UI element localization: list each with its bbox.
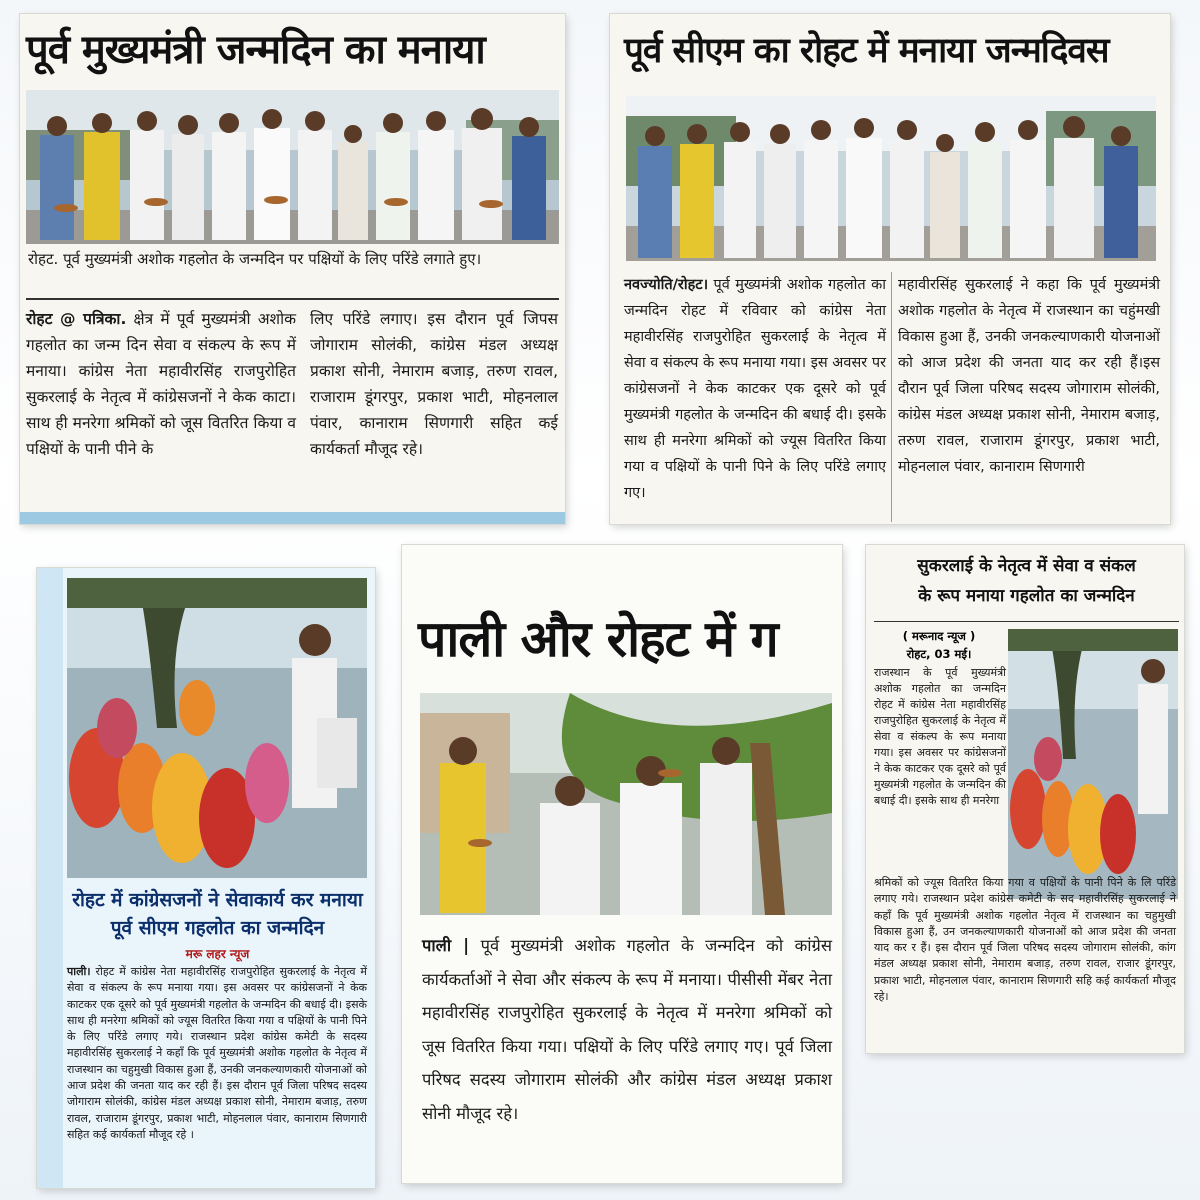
article-body	[422, 929, 832, 1130]
event-photo	[1008, 629, 1178, 899]
photo-caption: रोहट. पूर्व मुख्यमंत्री अशोक गहलोत के जन्मदिन पर पक्षियों के लिए परिंडे लगाते हुए।	[28, 250, 482, 268]
news-clipping-pali	[402, 545, 842, 1183]
article-column-2: लिए परिंडे लगाए। इस दौरान पूर्व जिपस जोगाराम सोलंकी, कांग्रेस मंडल अध्यक्ष प्रकाश सोनी, नेमाराम बजाड़, तरुण रावल, राजाराम डूंगरपुर, प्रकाश भाटी, मोहनलाल पंवार, कानाराम सिणगारी सहित कई कार्यकर्ता मौजूद रहे।	[310, 310, 558, 458]
clipping-headline: पूर्व सीएम का रोहट में मनाया जन्मदिवस	[624, 31, 1109, 71]
article-text: क्षेत्र में पूर्व मुख्यमंत्री अशोक गहलोत का जन्म दिन सेवा व संकल्प के रूप में मनाया। कांग्रेस नेता महावीरसिंह राजपुरोहित सुकरलाई के नेतृत्व में कांग्रेसजनों ने केक काटा। साथ ही मनरेगा श्रमिकों को जूस वितरित किया व पक्षियों के पानी पीने के	[26, 310, 296, 458]
news-clipping-maru-lahar	[37, 568, 375, 1188]
article-text-side: राजस्थान के पूर्व मुख्यमंत्री अशोक गहलोत का जन्मदिन रोहट में कांग्रेस नेता महावीरसिंह राजपुरोहित सुकरलाई के नेतृत्व में सेवा व संकल्प के रूप मनाया गया। इस अवसर पर कांग्रेसजनों ने केक काटकर एक दूसरे को पूर्व मुख्यमंत्री गहलोत के जन्मदिन की बधाई दी। इसके साथ ही मनरेगा	[874, 666, 1006, 807]
divider	[26, 298, 559, 300]
news-clipping-navjyoti	[610, 14, 1170, 524]
source-label: ( मरूनाद न्यूज )	[902, 629, 976, 643]
page-edge	[37, 568, 63, 1188]
article-text: पूर्व मुख्यमंत्री अशोक गहलोत का जन्मदिन रोहट में रविवार को कांग्रेस नेता महावीरसिंह राजपुरोहित सुकरलाई के नेतृत्व में सेवा व संकल्प के रूप मनाया गया। इस अवसर पर कांग्रेसजनों ने केक काटकर एक दूसरे को पूर्व मुख्यमंत्री गहलोत के जन्मदिन की बधाई दी। इसके साथ ही मनरेगा श्रमिकों को ज्यूस वितरित किया गया व पक्षियों के पानी पिने के लिए परिंडे लगाए गए।	[624, 277, 886, 501]
article-text: पूर्व मुख्यमंत्री अशोक गहलोत के जन्मदिन को कांग्रेस कार्यकर्ताओं ने सेवा और संकल्प के रूप में मनाया। पीसीसी मेंबर नेता महावीरसिंह राजपुरोहित सुकरलाई के नेतृत्व में मनरेगा श्रमिकों को जूस वितरित किया गया। पक्षियों के लिए परिंडे लगाए गए। पूर्व जिला परिषद सदस्य जोगाराम सोलंकी और कांग्रेस मंडल अध्यक्ष प्रकाश सोनी मौजूद रहे।	[422, 936, 832, 1123]
article-text: रोहट में कांग्रेस नेता महावीरसिंह राजपुरोहित सुकरलाई के नेतृत्व में सेवा व संकल्प के रूप मनाया गया। इस अवसर पर कांग्रेसजनों ने केक काटकर एक दूसरे को पूर्व मुख्यमंत्री गहलोत के जन्मदिन की बधाई दी। इसके साथ ही मनरेगा श्रमिकों को ज्यूस वितरित किया गया व पक्षियों के पानी पिने के लिए परिंडे लगाए गये। राजस्थान प्रदेश कांग्रेस कमेटी के सदस्य महावीरसिंह सुकरलाई ने कहाँ कि पूर्व मुख्यमंत्री अशोक गहलोत के नेतृत्व में राजस्थान का चहुमुखी विकास हुआ हैं, उनकी जनकल्याणकारी योजनाओं को आज प्रदेश की जनता याद कर रही हैं। इस दौरान पूर्व जिला परिषद सदस्य जोगाराम सोलंकी, कांग्रेस मंडल अध्यक्ष प्रकाश सोनी, नेमाराम बजाड़, तरुण रावल, राजाराम डूंगरपुर, प्रकाश भाटी, मोहनलाल पंवार, कानाराम सिणगारी सहित कई कार्यकर्ता मौजूद रहे ।	[67, 965, 367, 1141]
news-clipping-marunad	[866, 545, 1184, 1053]
source-label: मरू लहर न्यूज	[185, 947, 250, 961]
column-divider	[891, 272, 892, 522]
news-clipping-patrika	[20, 14, 565, 524]
event-photo	[420, 693, 832, 915]
clipping-headline: रोहट में कांग्रेसजनों ने सेवाकार्य कर मनाया पूर्व सीएम गहलोत का जन्मदिन	[72, 889, 363, 939]
group-photo	[26, 90, 559, 244]
article-column-2: महावीरसिंह सुकरलाई ने कहा कि पूर्व मुख्यमंत्री अशोक गहलोत के नेतृत्व में राजस्थान का चहुंमखी विकास हुआ हैं, उनकी जनकल्याणकारी योजनाओं को आज प्रदेश की जनता याद कर रही हैं।इस दौरान पूर्व जिला परिषद सदस्य जोगाराम सोलंकी, कांग्रेस मंडल अध्यक्ष प्रकाश सोनी, नेमाराम बजाड़, तरुण रावल, राजाराम डूंगरपुर, प्रकाश भाटी, मोहनलाल पंवार, कानाराम सिणगारी	[898, 277, 1160, 475]
dateline: पाली।	[67, 965, 91, 978]
dateline: रोहट @ पत्रिका.	[26, 310, 127, 328]
dateline: पाली |	[422, 936, 470, 955]
article-body	[67, 964, 367, 1143]
dateline: रोहट, 03 मई।	[906, 647, 972, 661]
article-column-1	[26, 306, 296, 462]
decorative-strip	[20, 512, 565, 524]
group-photo	[626, 96, 1156, 261]
article-column-1	[624, 272, 886, 506]
clipping-headline-line-1: सुकरलाई के नेतृत्व में सेवा व संकल	[917, 556, 1136, 576]
clipping-headline: पूर्व मुख्यमंत्री जन्मदिन का मनाया	[26, 27, 485, 73]
event-photo	[67, 578, 367, 878]
clipping-headline-line-2: के रूप मनाया गहलोत का जन्मदिन	[918, 586, 1135, 606]
divider	[874, 621, 1179, 622]
dateline: नवज्योति/रोहट।	[624, 277, 709, 293]
article-text-full: श्रमिकों को ज्यूस वितरित किया गया व पक्षियों के पानी पिने के लि परिंडे लगाए गये। राजस्थान प्रदेश कांग्रेस कमेटी के सद महावीरसिंह सुकरलाई ने कहाँ कि पूर्व मुख्यमंत्री अशोक गहलोत नेतृत्व में राजस्थान का चहुमुखी विकास हुआ हैं, उन जनकल्याणकारी योजनाओं को आज प्रदेश की जनता याद कर र हैं। इस दौरान पूर्व जिला परिषद सदस्य जोगाराम सोलंकी, कांग मंडल अध्यक्ष प्रकाश सोनी, नेमाराम बजाड़, तरुण रावल, राजार डूंगरपुर, प्रकाश भाटी, मोहनलाल पंवार, कानाराम सिणगारी सहि कई कार्यकर्ता मौजूद रहे।	[874, 876, 1176, 1004]
clipping-headline: पाली और रोहट में ग	[418, 610, 778, 668]
